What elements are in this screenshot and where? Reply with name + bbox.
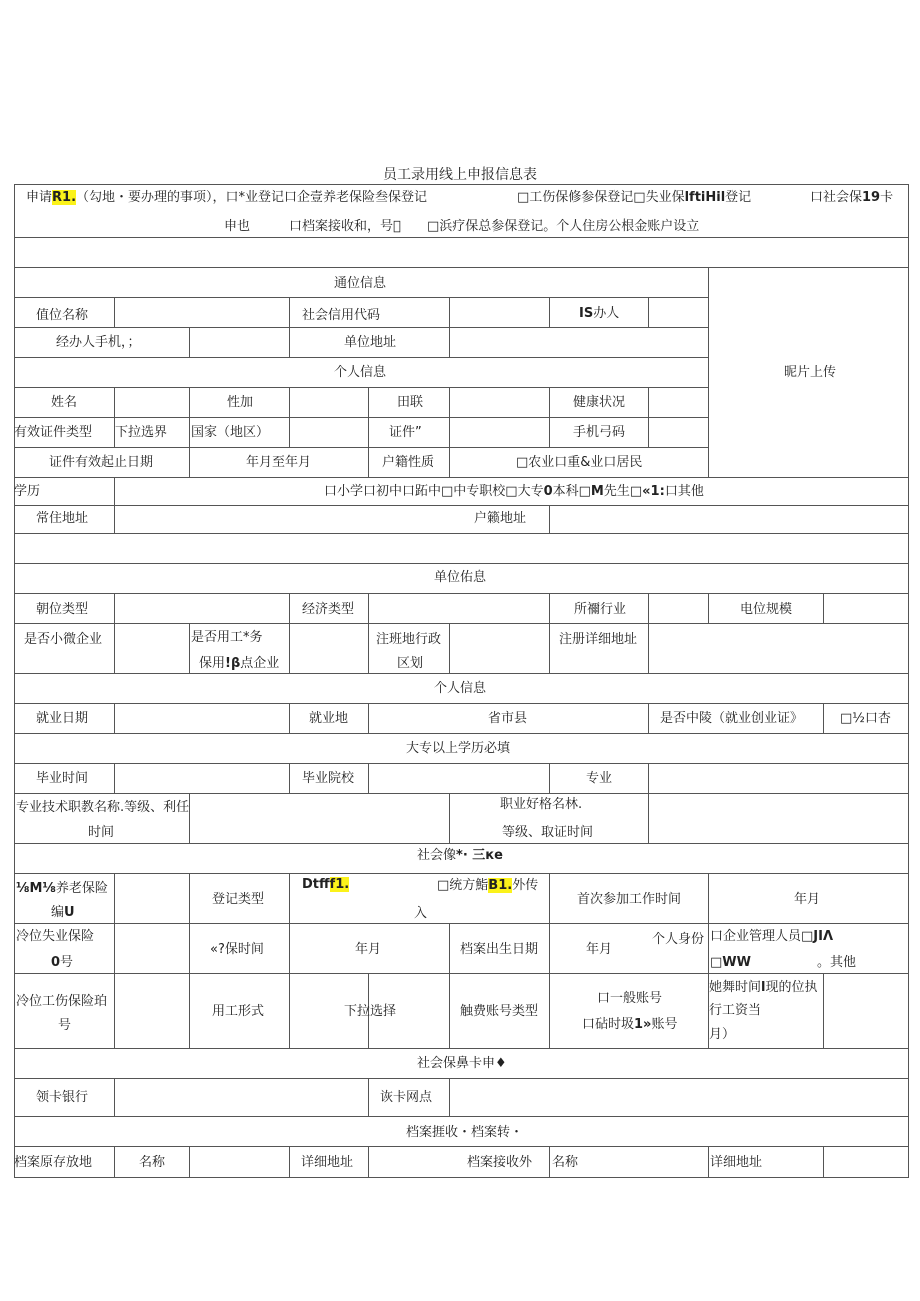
hire-part-b: !β <box>225 656 241 671</box>
reg-mark-a: Dtff <box>302 877 330 892</box>
acct-c: 1» <box>634 1017 652 1032</box>
ident-b: JIΛ <box>813 929 834 944</box>
origin-name-label: 名称 <box>139 1155 166 1170</box>
id-type-dropdown[interactable]: 下拉选界 <box>115 425 168 440</box>
social-header-a: 社会像 <box>417 848 457 863</box>
archive-option[interactable]: 口档案接收和，号𬐘 <box>289 219 401 234</box>
pension-text: 养老保险 <box>55 881 108 896</box>
transfer-b: B1. <box>488 878 513 893</box>
social-card-option[interactable]: 口社会保 <box>810 190 863 205</box>
tech-title-label-2: 时间 <box>88 825 115 840</box>
apply-items[interactable]: （勾地・要办理的事项），口*业登记口企壹养老保险叁保登记 <box>76 190 428 205</box>
form-table <box>14 184 909 1178</box>
row-line <box>14 238 909 268</box>
apply-line-2a: 申也 <box>224 219 251 234</box>
unit-type-label: 朝位类型 <box>36 602 89 617</box>
account-option-1[interactable]: 口一般账号 <box>597 991 663 1006</box>
acct-b: 口砧时圾 <box>582 1017 635 1032</box>
wage-label <box>709 980 818 996</box>
col-line <box>14 594 824 624</box>
hukou-address-label: 户籁地址 <box>474 511 527 526</box>
transfer-in: 入 <box>414 906 428 921</box>
edu-opt-a: 口小学口初中口跖中□中专职校□大专 <box>324 484 544 499</box>
apply-line-1c <box>810 190 893 206</box>
card-question: 是否中陵（就业创业证》 <box>660 711 804 726</box>
wage-label-3: 月） <box>709 1027 736 1042</box>
form-title: 员工录用线上申报信息表 <box>383 167 537 183</box>
id-number-label: 证件” <box>389 425 422 440</box>
photo-upload[interactable]: 昵片上传 <box>784 365 837 380</box>
grad-time-label: 毕业时间 <box>36 771 89 786</box>
ethnic-label: 田联 <box>397 395 424 410</box>
medical-option[interactable]: □浜疗保总参保登记。个人住房公根金账户设立 <box>427 219 700 234</box>
emp-place-label: 就业地 <box>309 711 349 726</box>
hire-part-a: 保用 <box>199 656 226 671</box>
qualification-label: 职业好格名林. <box>500 797 583 812</box>
econ-type-label: 经济类型 <box>302 602 355 617</box>
unemp-zero: 0 <box>51 955 61 970</box>
col-line <box>14 388 649 448</box>
first-work-label: 首次参加工作时间 <box>577 892 682 907</box>
reg-address-label: 注册详细地址 <box>559 632 638 647</box>
edu-opt-c: 本科□ <box>552 484 591 499</box>
edu-opt-e: 先生□ <box>603 484 643 499</box>
pension-label-2 <box>51 905 75 921</box>
apply-prefix: 申请 <box>26 190 53 205</box>
small-enterprise-label: 是否小微企业 <box>24 632 103 647</box>
scale-label: 电位规模 <box>740 602 793 617</box>
wage-label-2: 行工资当 <box>709 1003 762 1018</box>
apply-items-2[interactable]: □工伤保修参保登记□失业保 <box>517 190 685 205</box>
injury-label: 冷位工伤保险珀 <box>16 994 108 1009</box>
yes-no-option[interactable]: □½口杏 <box>840 711 891 726</box>
wage-b: l <box>761 980 766 995</box>
unit-name-label: 值位名称 <box>36 308 89 323</box>
identity-label: 个人身份 <box>652 932 705 947</box>
qualification-label-2: 等级、取证时间 <box>502 825 594 840</box>
origin-address-label: 详细地址 <box>301 1155 354 1170</box>
ident-d: WW <box>722 955 751 970</box>
section-header-college: 大专以上学历必填 <box>406 741 511 756</box>
unemp-no: 号 <box>60 955 74 970</box>
pension-label <box>16 881 108 897</box>
receive-name-label: 名称 <box>552 1155 579 1170</box>
insured-time-value[interactable]: 年月 <box>355 942 382 957</box>
hire-part-c: 点企业 <box>240 656 280 671</box>
section-header-unit-info: 单位佑息 <box>434 570 487 585</box>
apply-line-1 <box>26 190 427 206</box>
transfer-option[interactable] <box>437 878 538 894</box>
section-header-card: 社会保鼻卡申♦ <box>417 1056 507 1071</box>
identity-other[interactable]: 。其他 <box>817 955 857 970</box>
pension-no: 编 <box>51 905 65 920</box>
account-option-2[interactable] <box>582 1017 677 1033</box>
hire-label: 是否用工*务 <box>191 630 263 645</box>
work-form-label: 用工形式 <box>212 1004 265 1019</box>
education-label: 学历 <box>14 484 41 499</box>
phone-label: 手机弓码 <box>573 425 626 440</box>
id-type-label: 有效证件类型 <box>14 425 93 440</box>
hukou-options[interactable]: □农业口重&业口居民 <box>516 455 643 470</box>
unemployment-label-2 <box>51 955 73 971</box>
section-header-archive: 档案捱收・档案转・ <box>406 1125 524 1140</box>
transfer-a: □统方鮨 <box>437 878 489 893</box>
transfer-c: 外传 <box>512 878 539 893</box>
edu-opt-b: 0 <box>543 484 553 499</box>
pension-mark: ⅛M⅛ <box>16 881 56 896</box>
ident-c: □ <box>710 955 723 970</box>
col-line <box>14 506 550 534</box>
wage-a: 她舞时间 <box>709 980 762 995</box>
section-header-personal-2: 个人信息 <box>434 681 487 696</box>
section-header-unit: 通位信息 <box>334 276 387 291</box>
first-work-value[interactable]: 年月 <box>794 892 821 907</box>
unit-address-label: 单位地址 <box>344 335 397 350</box>
garbled-mark: lftiHil <box>684 190 726 205</box>
injury-label-2: 号 <box>58 1018 72 1033</box>
identity-option-1[interactable] <box>710 929 833 945</box>
agent-phone-label: 经办人手机，； <box>56 335 141 350</box>
reg-mark-b: f1. <box>329 877 350 892</box>
health-label: 健康状况 <box>573 395 626 410</box>
archive-origin-label: 档案原存放地 <box>14 1155 93 1170</box>
pension-u: U <box>64 905 75 920</box>
edu-opt-g: 口其他 <box>664 484 704 499</box>
row-line <box>14 534 909 564</box>
outlet-label: 诙卡网点 <box>380 1090 433 1105</box>
tech-title-label: 专业技术职教名称.等级、利任 <box>16 800 190 815</box>
reg-type-value[interactable] <box>302 877 349 893</box>
emp-date-label: 就业日期 <box>36 711 89 726</box>
region-label-2: 区划 <box>397 656 424 671</box>
region-label: 注班地行政 <box>376 632 442 647</box>
education-options[interactable] <box>324 484 704 500</box>
section-header-personal: 个人信息 <box>334 365 387 380</box>
identity-option-2[interactable] <box>710 955 751 971</box>
col-line <box>14 1147 824 1178</box>
highlight-mark: R1. <box>52 190 77 205</box>
bold-number: 19 <box>862 190 881 205</box>
country-label: 国家（地区） <box>191 425 270 440</box>
major-label: 专业 <box>586 771 613 786</box>
wage-c: 现的位执 <box>765 980 818 995</box>
ident-a: 口企业管理人员□ <box>710 929 814 944</box>
birth-date-label: 档案出生日期 <box>460 942 539 957</box>
residence-label: 常住地址 <box>36 511 89 526</box>
receive-address-label: 详细地址 <box>710 1155 763 1170</box>
credit-code-label: 社会信用代码 <box>302 308 381 323</box>
card-suffix: 卡 <box>880 190 894 205</box>
archive-receive-label: 档案接收外 <box>467 1155 533 1170</box>
id-valid-label: 证件有效起止日期 <box>49 455 154 470</box>
reg-type-label: 登记类型 <box>212 892 265 907</box>
industry-label: 所禰行业 <box>574 602 627 617</box>
social-header-b: *· 三ке <box>456 848 503 863</box>
hukou-type-label: 户籍性质 <box>382 455 435 470</box>
work-form-dropdown[interactable]: 下拉选择 <box>344 1004 397 1019</box>
unemployment-label: 冷位失业保险 <box>16 929 95 944</box>
edu-opt-d: M <box>590 484 604 499</box>
agent-text: 办人 <box>593 306 620 321</box>
bank-label: 领卡银行 <box>36 1090 89 1105</box>
birth-date-value[interactable]: 年月 <box>586 942 613 957</box>
name-label: 姓名 <box>51 395 78 410</box>
id-valid-range[interactable]: 年月至年月 <box>246 455 312 470</box>
agent-label <box>579 306 619 322</box>
apply-register: 登记 <box>725 190 752 205</box>
agent-mark: IS <box>579 306 594 321</box>
section-header-social <box>417 848 503 864</box>
edu-opt-f: «1: <box>642 484 665 499</box>
col-line <box>14 974 824 1049</box>
account-type-label: 触费账号类型 <box>460 1004 539 1019</box>
gender-label: 性加 <box>227 395 254 410</box>
insured-time-label: «?保时间 <box>210 942 264 957</box>
province-city[interactable]: 省市县 <box>488 711 528 726</box>
hire-label-2 <box>199 656 279 672</box>
acct-d: 账号 <box>651 1017 678 1032</box>
school-label: 毕业院校 <box>302 771 355 786</box>
apply-line-1b <box>517 190 751 206</box>
